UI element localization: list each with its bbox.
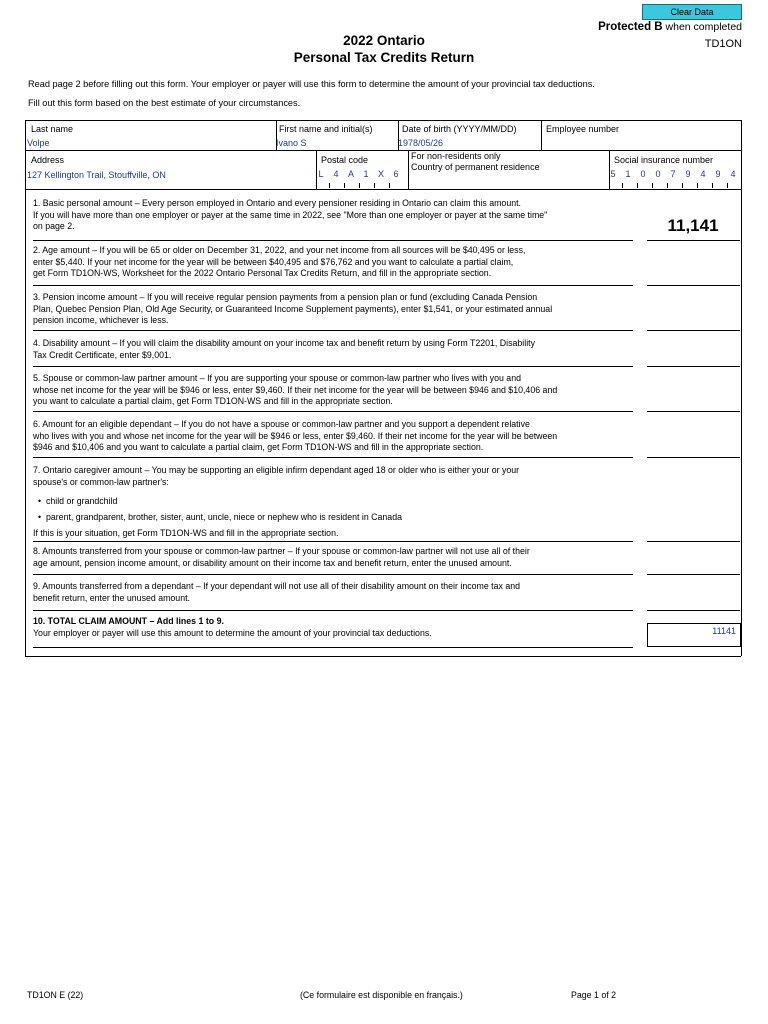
sin-digit: 9 xyxy=(685,169,691,179)
sin-digit: 9 xyxy=(715,169,721,179)
line-8-text: 8. Amounts transferred from your spouse or common-law partner – If your spouse or common-law partner will not use all of their age amount, pension income amount, or disability amount on their income tax and benefit return, enter the unused amount. xyxy=(33,546,530,568)
employee-number-field[interactable] xyxy=(542,136,740,149)
line-10-text xyxy=(33,616,633,639)
line-1-amount[interactable]: 11,141 xyxy=(667,216,719,235)
address-field[interactable]: 127 Kellington Trail, Stouffville, ON xyxy=(27,170,166,180)
list-item: • child or grandchild xyxy=(38,496,118,506)
line-1-text: 1. Basic personal amount – Every person employed in Ontario and every pensioner residing in Ontario can claim this amount. If you will have more than one employer or payer at the same time in 2022, see "More than one employer or payer at the same time" on page 2. xyxy=(33,198,548,232)
non-resident-label: For non-residents only xyxy=(411,151,501,161)
sin-label: Social insurance number xyxy=(614,155,714,165)
total-claim-amount-field[interactable] xyxy=(647,623,741,647)
postal-char: L xyxy=(318,169,324,179)
dob-field[interactable]: 1978/05/26 xyxy=(398,138,444,148)
protected-suffix: when completed xyxy=(665,21,742,33)
total-claim-heading: 10. TOTAL CLAIM AMOUNT – Add lines 1 to 9. xyxy=(33,616,224,626)
page-title-year: 2022 Ontario xyxy=(343,33,425,48)
form-code: TD1ON xyxy=(704,38,742,50)
line-5-amount-field[interactable] xyxy=(647,411,740,412)
line-8-amount-field[interactable] xyxy=(647,574,740,575)
intro-line-2: Fill out this form based on the best estimate of your circumstances. xyxy=(28,98,301,108)
last-name-field[interactable]: Volpe xyxy=(27,138,50,148)
first-name-label: First name and initial(s) xyxy=(279,124,373,134)
postal-char: 4 xyxy=(333,169,339,179)
page-title: Personal Tax Credits Return xyxy=(293,50,475,65)
line-7-options xyxy=(38,496,402,528)
total-claim-amount: 11141 xyxy=(712,626,736,636)
footer-form-code: TD1ON E (22) xyxy=(27,990,84,1000)
postal-char: A xyxy=(347,169,354,179)
postal-char: 6 xyxy=(393,169,399,179)
protected-b-notice xyxy=(598,21,742,33)
list-item: • parent, grandparent, brother, sister, aunt, uncle, niece or nephew who is resident in Canada xyxy=(38,512,402,522)
country-residence-field[interactable] xyxy=(410,174,607,187)
total-claim-description: Your employer or payer will use this amount to determine the amount of your provincial tax deductions. xyxy=(33,627,432,638)
postal-char: X xyxy=(377,169,384,179)
postal-char: 1 xyxy=(363,169,369,179)
protected-label: Protected B xyxy=(598,21,663,33)
sin-digit: 1 xyxy=(625,169,631,179)
line-4-amount-field[interactable] xyxy=(647,366,740,367)
line-6-text: 6. Amount for an eligible dependant – If you do not have a spouse or common-law partner and you support a dependent relative who lives with you and whose net income for the year will be $946 or less, enter $9,460. If their net income for the year will be between $946 and $10,406 and you want to calculate a partial claim, get Form TD1ON-WS and fill in the appropriate section. xyxy=(33,419,558,453)
sin-digit: 0 xyxy=(640,169,646,179)
line-9-amount-field[interactable] xyxy=(647,610,740,611)
line-2-text: 2. Age amount – If you will be 65 or older on December 31, 2022, and your net income from all sources will be $40,495 or less, enter $5,440. If your net income for the year will be between $40,495 and $76,762 and you want to calculate a partial claim, get Form TD1ON-WS, Worksheet for the 2022 Ontario Personal Tax Credits Return, and fill in the appropriate section. xyxy=(33,245,526,279)
last-name-label: Last name xyxy=(31,124,74,134)
employee-number-label: Employee number xyxy=(546,124,620,134)
sin-digit: 7 xyxy=(670,169,676,179)
sin-field[interactable] xyxy=(609,166,741,188)
sin-digit: 4 xyxy=(730,169,736,179)
sin-digit: 4 xyxy=(700,169,706,179)
line-7-instruction: If this is your situation, get Form TD1ON-WS and fill in the appropriate section. xyxy=(33,528,339,538)
postal-code-label: Postal code xyxy=(321,155,369,165)
line-9-text: 9. Amounts transferred from a dependant – If your dependant will not use all of their disability amount on their income tax and benefit return, enter the unused amount. xyxy=(33,581,521,603)
line-3-amount-field[interactable] xyxy=(647,330,740,331)
country-residence-label: Country of permanent residence xyxy=(411,162,540,172)
line-7-text: 7. Ontario caregiver amount – You may be supporting an eligible infirm dependant aged 18 or older who is either your or your spouse's or common-law partner's: xyxy=(33,465,520,487)
clear-data-button[interactable]: Clear Data xyxy=(642,4,742,20)
footer-french-note: (Ce formulaire est disponible en français.) xyxy=(300,990,463,1000)
sin-digit: 5 xyxy=(610,169,616,179)
line-7-amount-field[interactable] xyxy=(647,541,740,542)
line-5-text: 5. Spouse or common-law partner amount – If you are supporting your spouse or common-law partner who lives with you and whose net income for the year will be $946 or less, enter $9,460. If their net income for the year will be between $946 and $10,406 and you want to calculate a partial claim, get Form TD1ON-WS and fill in the appropriate section. xyxy=(33,373,558,407)
footer-page-number: Page 1 of 2 xyxy=(571,990,616,1000)
intro-line-1: Read page 2 before filling out this form. Your employer or payer will use this form to determine the amount of your provincial tax deductions. xyxy=(28,79,595,89)
line-2-amount-field[interactable] xyxy=(647,285,740,286)
line-3-text: 3. Pension income amount – If you will receive regular pension payments from a pension plan or fund (excluding Canada Pension Plan, Quebec Pension Plan, Old Age Security, or Guaranteed Income Supplement payments), enter $1,541, or your estimated annual pension income, whichever is less. xyxy=(33,292,553,326)
line-4-text: 4. Disability amount – If you will claim the disability amount on your income tax and benefit return by using Form T2201, Disability Tax Credit Certificate, enter $9,001. xyxy=(33,338,535,360)
postal-code-field[interactable] xyxy=(316,166,408,188)
sin-digit: 0 xyxy=(655,169,661,179)
address-label: Address xyxy=(31,155,65,165)
first-name-field[interactable]: Ivano S xyxy=(276,138,307,148)
line-6-amount-field[interactable] xyxy=(647,457,740,458)
dob-label: Date of birth (YYYY/MM/DD) xyxy=(402,124,517,134)
